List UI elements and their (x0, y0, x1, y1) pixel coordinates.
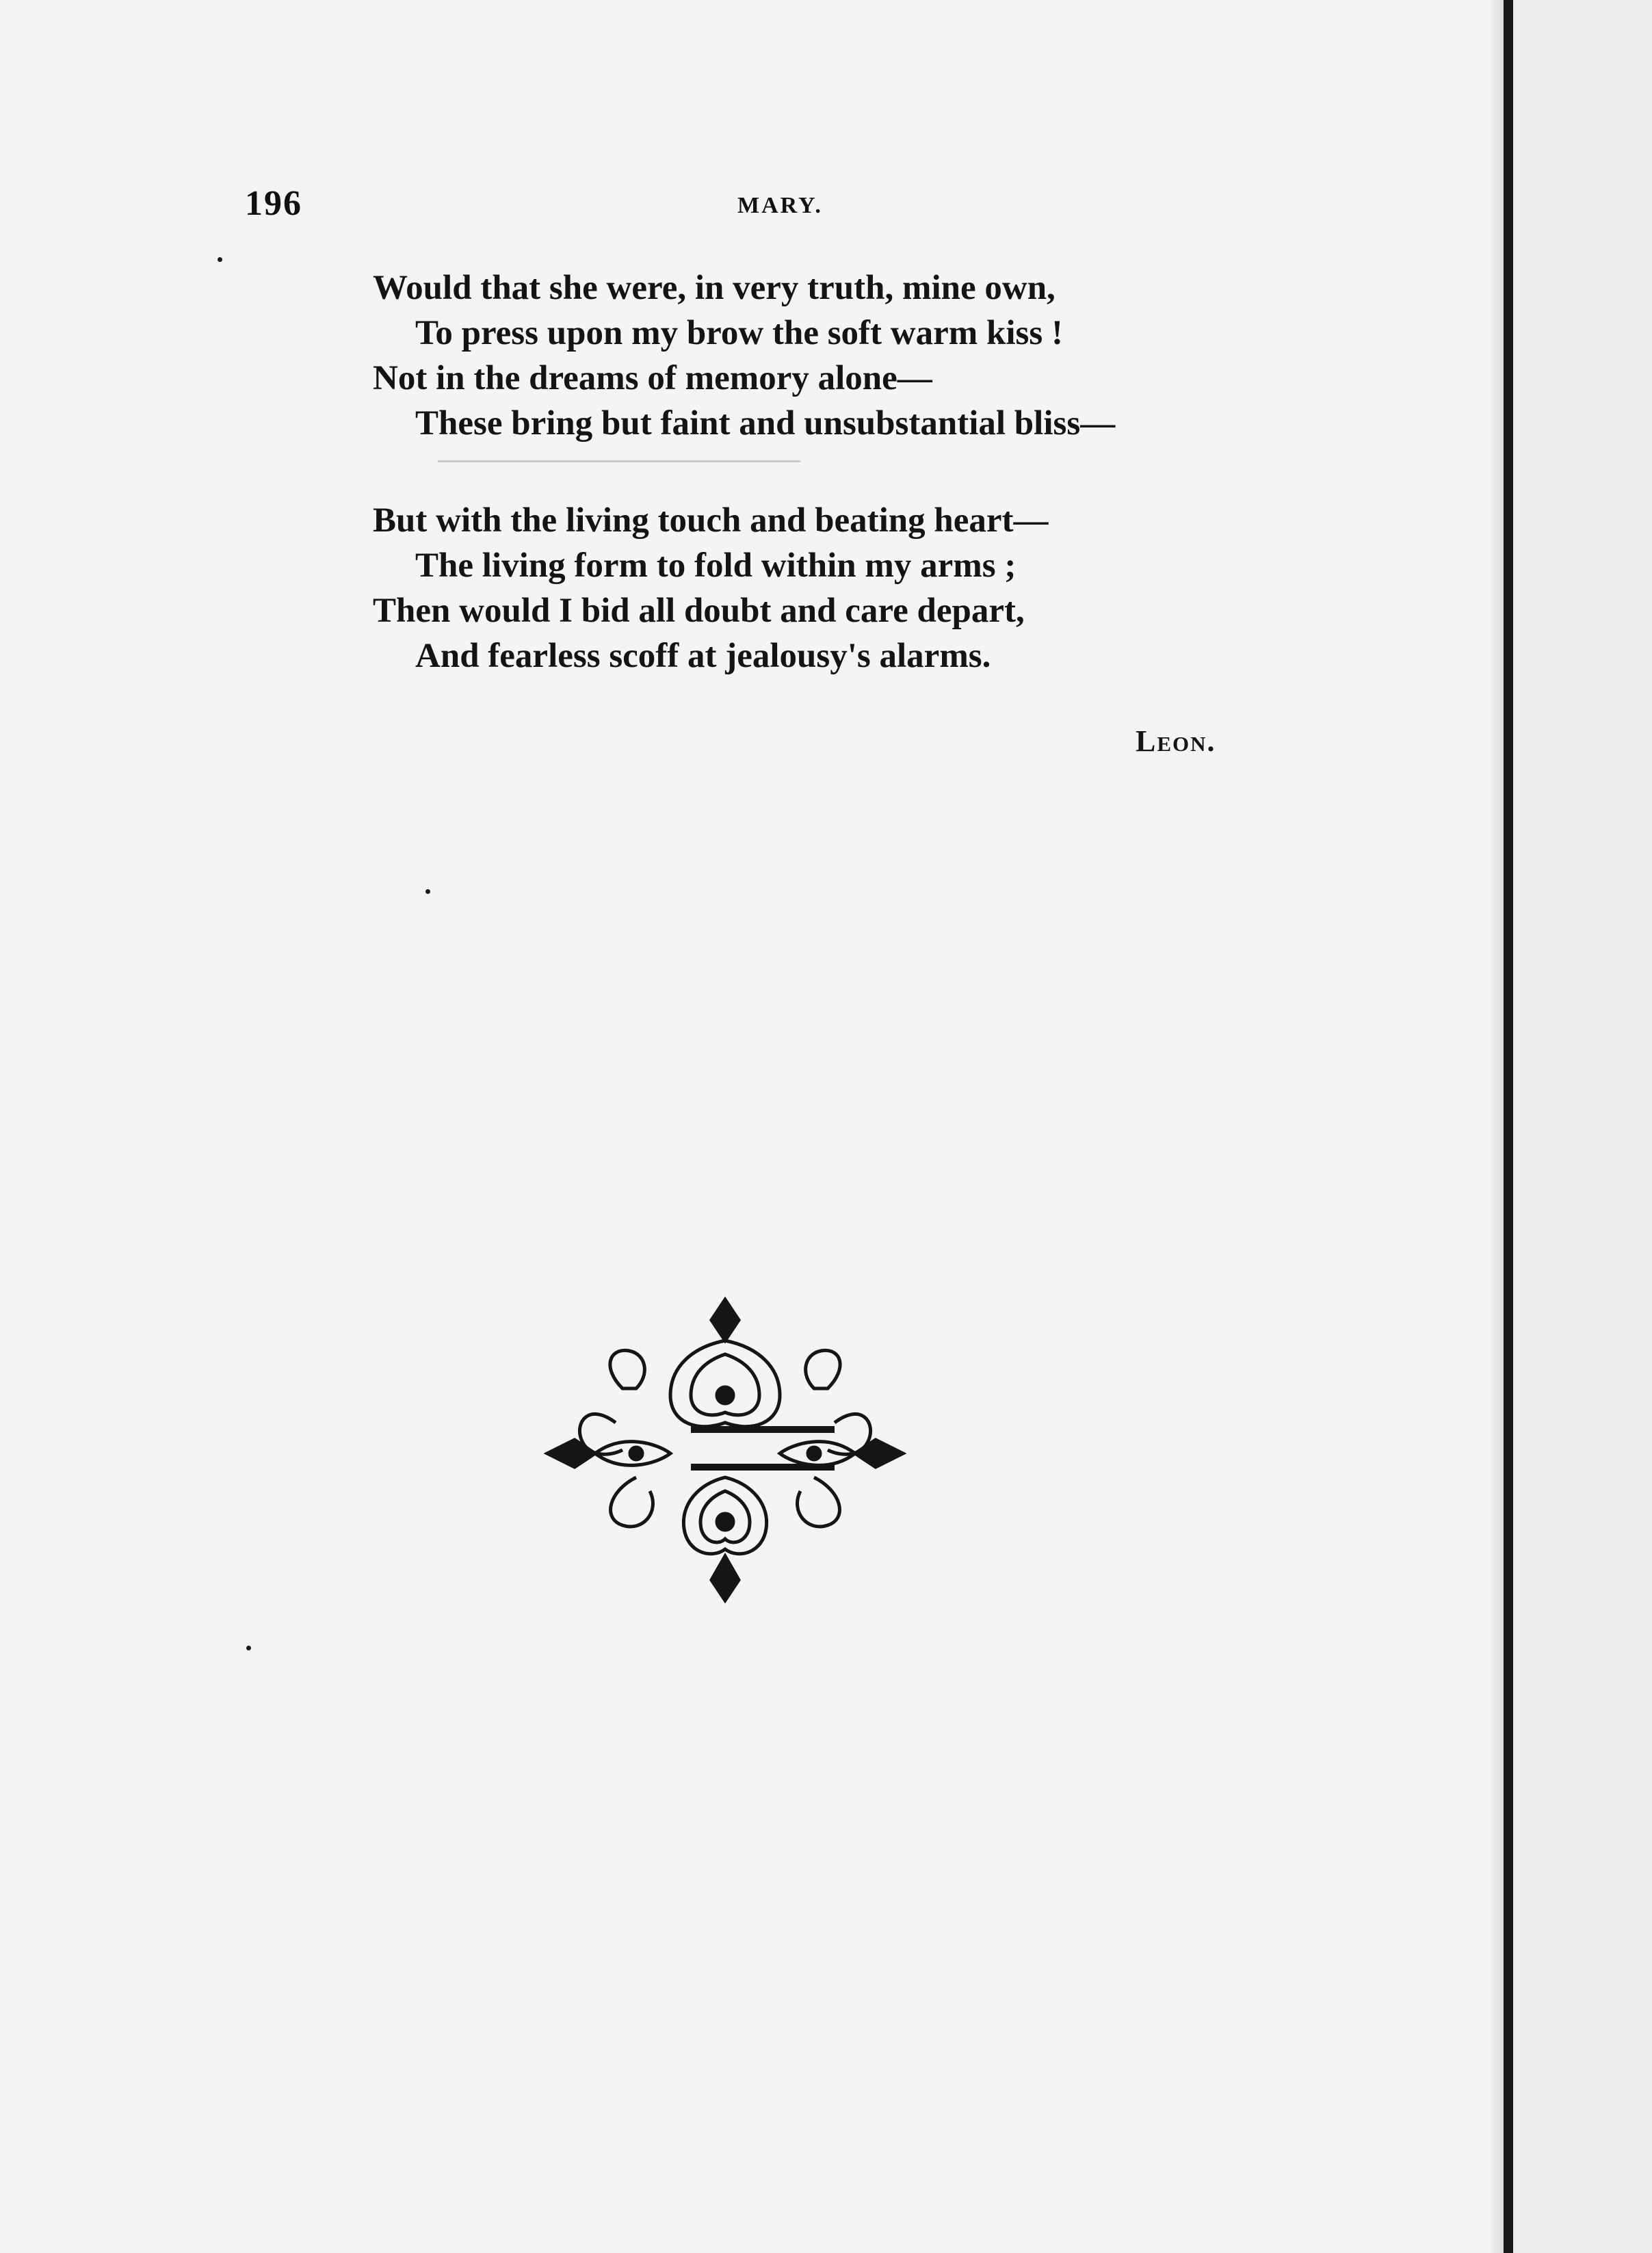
poem-line: And fearless scoff at jealousy's alarms. (415, 637, 991, 675)
poem-line: The living form to fold within my arms ; (415, 546, 1017, 585)
running-head: MARY. (737, 193, 823, 218)
ink-speck (218, 257, 222, 262)
poem-line: To press upon my brow the soft warm kiss ! (415, 314, 1063, 352)
author-signature: Leon. (1136, 724, 1216, 758)
poem-line: Then would I bid all doubt and care depart, (373, 592, 1025, 630)
ink-speck (246, 1646, 251, 1650)
poem-line: Not in the dreams of memory alone— (373, 359, 932, 397)
poem-line: Would that she were, in very truth, mine own, (373, 269, 1056, 307)
adjacent-page-edge (1513, 0, 1652, 2253)
stanza-gap (373, 446, 1365, 498)
ink-speck (425, 889, 430, 894)
page-number: 196 (245, 184, 302, 223)
book-gutter (1504, 0, 1513, 2253)
poem-line: These bring but faint and unsubstantial bliss— (415, 404, 1116, 443)
poem-line: But with the living touch and beating heart— (373, 501, 1049, 540)
decorative-tailpiece-ornament-icon (534, 1286, 917, 1614)
gutter-shadow (1488, 0, 1504, 2253)
poem-stanza (373, 265, 1365, 678)
bleed-through-text: ───────────────── (438, 445, 800, 479)
